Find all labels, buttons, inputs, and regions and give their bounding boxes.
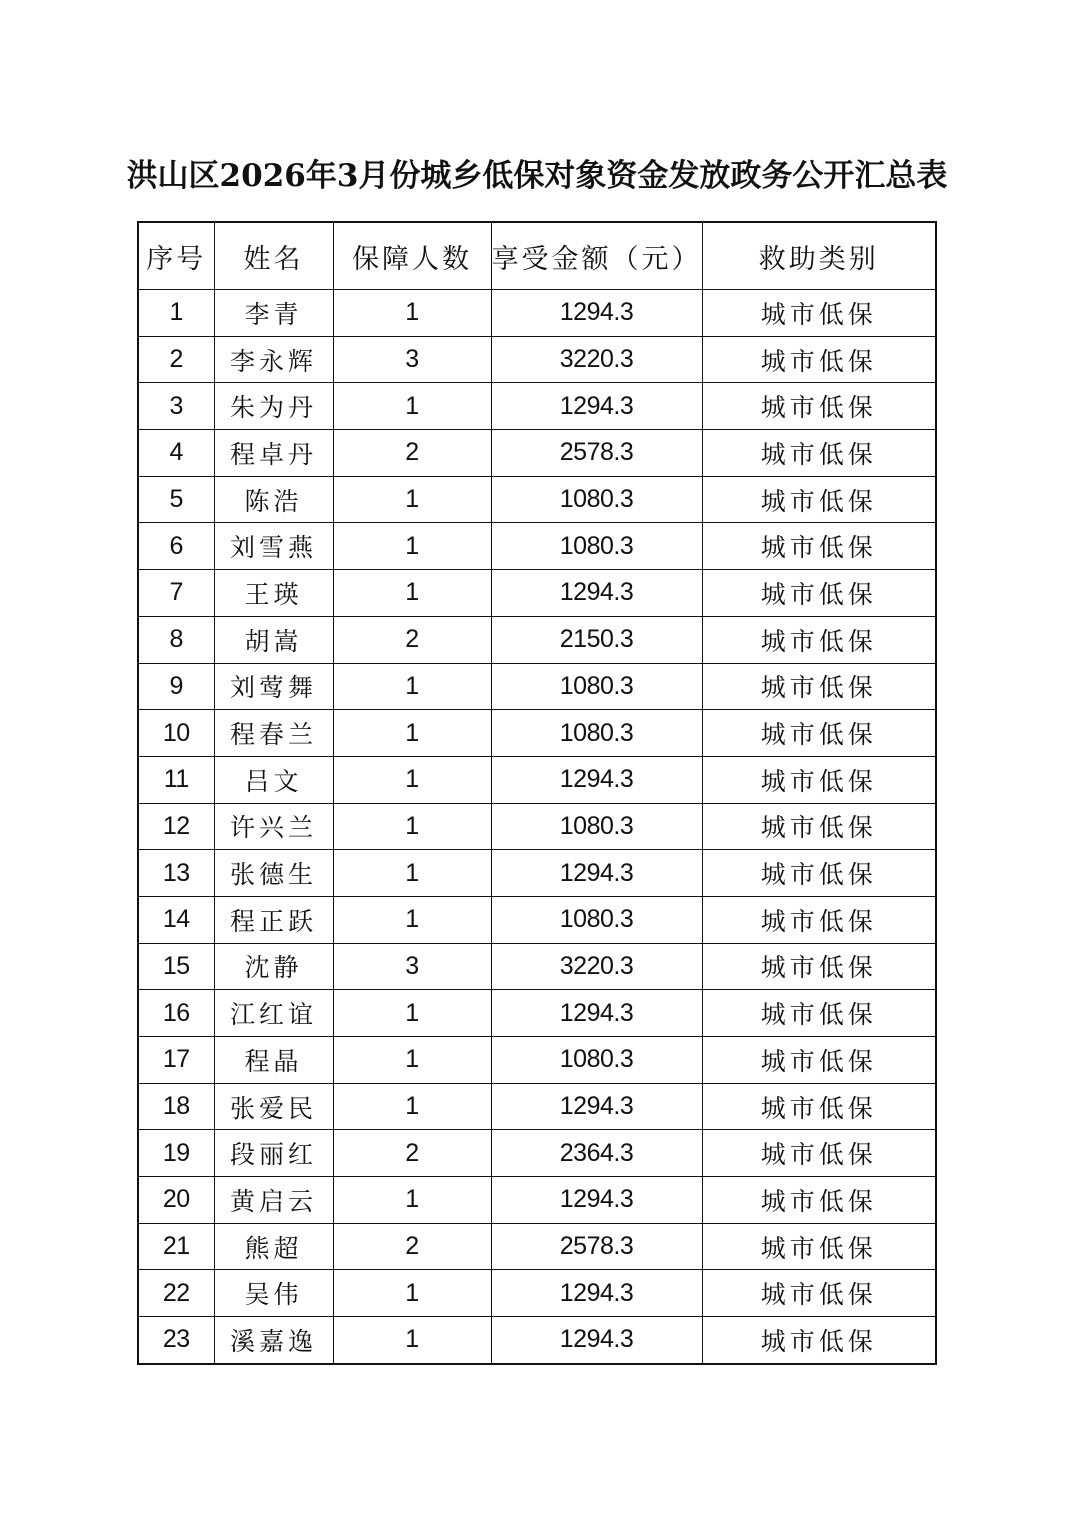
cell-category: 城市低保 xyxy=(702,1223,936,1270)
cell-name: 许兴兰 xyxy=(214,803,333,850)
cell-amount: 1294.3 xyxy=(491,990,702,1037)
cell-no: 3 xyxy=(138,383,214,430)
table-row xyxy=(138,803,936,850)
table-row xyxy=(138,430,936,477)
cell-name: 刘雪燕 xyxy=(214,523,333,570)
cell-count: 1 xyxy=(333,1270,491,1317)
table-row xyxy=(138,850,936,897)
cell-no: 7 xyxy=(138,570,214,617)
cell-no: 10 xyxy=(138,710,214,757)
cell-category: 城市低保 xyxy=(702,710,936,757)
cell-category: 城市低保 xyxy=(702,803,936,850)
cell-no: 20 xyxy=(138,1177,214,1224)
cell-no: 15 xyxy=(138,943,214,990)
cell-amount: 1294.3 xyxy=(491,1083,702,1130)
cell-no: 1 xyxy=(138,290,214,337)
cell-no: 5 xyxy=(138,476,214,523)
table-row xyxy=(138,523,936,570)
cell-category: 城市低保 xyxy=(702,850,936,897)
cell-amount: 3220.3 xyxy=(491,336,702,383)
cell-name: 吴伟 xyxy=(214,1270,333,1317)
cell-amount: 2150.3 xyxy=(491,616,702,663)
cell-no: 18 xyxy=(138,1083,214,1130)
table-row xyxy=(138,990,936,1037)
cell-no: 14 xyxy=(138,896,214,943)
cell-category: 城市低保 xyxy=(702,570,936,617)
cell-amount: 1080.3 xyxy=(491,710,702,757)
cell-name: 李青 xyxy=(214,290,333,337)
cell-count: 1 xyxy=(333,476,491,523)
cell-category: 城市低保 xyxy=(702,523,936,570)
cell-amount: 1080.3 xyxy=(491,803,702,850)
cell-amount: 1294.3 xyxy=(491,570,702,617)
cell-count: 1 xyxy=(333,803,491,850)
cell-category: 城市低保 xyxy=(702,756,936,803)
cell-name: 熊超 xyxy=(214,1223,333,1270)
cell-no: 9 xyxy=(138,663,214,710)
summary-table xyxy=(137,221,937,1365)
cell-amount: 1294.3 xyxy=(491,1177,702,1224)
cell-count: 3 xyxy=(333,943,491,990)
table-row xyxy=(138,570,936,617)
cell-amount: 1294.3 xyxy=(491,1270,702,1317)
cell-category: 城市低保 xyxy=(702,943,936,990)
cell-name: 陈浩 xyxy=(214,476,333,523)
cell-no: 12 xyxy=(138,803,214,850)
cell-name: 程卓丹 xyxy=(214,430,333,477)
cell-count: 1 xyxy=(333,1317,491,1364)
cell-no: 13 xyxy=(138,850,214,897)
cell-count: 1 xyxy=(333,570,491,617)
header-row xyxy=(138,222,936,290)
cell-no: 2 xyxy=(138,336,214,383)
cell-no: 6 xyxy=(138,523,214,570)
cell-count: 2 xyxy=(333,1223,491,1270)
cell-count: 2 xyxy=(333,430,491,477)
table-row xyxy=(138,476,936,523)
cell-count: 2 xyxy=(333,616,491,663)
cell-no: 16 xyxy=(138,990,214,1037)
table-row xyxy=(138,616,936,663)
cell-amount: 1080.3 xyxy=(491,663,702,710)
cell-amount: 1294.3 xyxy=(491,383,702,430)
cell-no: 11 xyxy=(138,756,214,803)
cell-count: 1 xyxy=(333,710,491,757)
cell-name: 程春兰 xyxy=(214,710,333,757)
cell-name: 李永辉 xyxy=(214,336,333,383)
cell-category: 城市低保 xyxy=(702,383,936,430)
header-category: 救助类别 xyxy=(702,222,936,290)
header-amount: 享受金额（元） xyxy=(491,222,702,290)
cell-category: 城市低保 xyxy=(702,1177,936,1224)
cell-count: 1 xyxy=(333,756,491,803)
table-row xyxy=(138,290,936,337)
cell-count: 1 xyxy=(333,1083,491,1130)
cell-count: 1 xyxy=(333,896,491,943)
cell-category: 城市低保 xyxy=(702,1083,936,1130)
table-row xyxy=(138,756,936,803)
cell-name: 朱为丹 xyxy=(214,383,333,430)
cell-count: 1 xyxy=(333,850,491,897)
cell-name: 胡嵩 xyxy=(214,616,333,663)
cell-count: 3 xyxy=(333,336,491,383)
cell-category: 城市低保 xyxy=(702,896,936,943)
cell-amount: 1080.3 xyxy=(491,896,702,943)
cell-amount: 1294.3 xyxy=(491,1317,702,1364)
header-name: 姓名 xyxy=(214,222,333,290)
cell-category: 城市低保 xyxy=(702,290,936,337)
cell-category: 城市低保 xyxy=(702,616,936,663)
table-row xyxy=(138,1083,936,1130)
cell-no: 4 xyxy=(138,430,214,477)
cell-name: 江红谊 xyxy=(214,990,333,1037)
cell-name: 程正跃 xyxy=(214,896,333,943)
cell-no: 22 xyxy=(138,1270,214,1317)
cell-amount: 1080.3 xyxy=(491,1037,702,1084)
table-body xyxy=(138,290,936,1364)
cell-name: 张德生 xyxy=(214,850,333,897)
cell-count: 1 xyxy=(333,990,491,1037)
cell-amount: 1080.3 xyxy=(491,523,702,570)
cell-amount: 1294.3 xyxy=(491,756,702,803)
cell-name: 溪嘉逸 xyxy=(214,1317,333,1364)
cell-no: 19 xyxy=(138,1130,214,1177)
table-row xyxy=(138,1130,936,1177)
cell-amount: 2364.3 xyxy=(491,1130,702,1177)
cell-category: 城市低保 xyxy=(702,1270,936,1317)
table-row xyxy=(138,1317,936,1364)
table-row xyxy=(138,1223,936,1270)
cell-name: 黄启云 xyxy=(214,1177,333,1224)
cell-category: 城市低保 xyxy=(702,1037,936,1084)
cell-name: 段丽红 xyxy=(214,1130,333,1177)
cell-category: 城市低保 xyxy=(702,476,936,523)
cell-category: 城市低保 xyxy=(702,336,936,383)
table-row xyxy=(138,896,936,943)
table-row xyxy=(138,1037,936,1084)
cell-amount: 1294.3 xyxy=(491,850,702,897)
table-row xyxy=(138,336,936,383)
cell-count: 1 xyxy=(333,1037,491,1084)
header-count: 保障人数 xyxy=(333,222,491,290)
cell-name: 张爱民 xyxy=(214,1083,333,1130)
cell-category: 城市低保 xyxy=(702,1130,936,1177)
cell-amount: 3220.3 xyxy=(491,943,702,990)
cell-amount: 2578.3 xyxy=(491,1223,702,1270)
table-row xyxy=(138,1177,936,1224)
cell-category: 城市低保 xyxy=(702,430,936,477)
cell-name: 王瑛 xyxy=(214,570,333,617)
cell-name: 刘莺舞 xyxy=(214,663,333,710)
table-header xyxy=(138,222,936,290)
table-row xyxy=(138,383,936,430)
cell-no: 17 xyxy=(138,1037,214,1084)
cell-amount: 1080.3 xyxy=(491,476,702,523)
cell-no: 8 xyxy=(138,616,214,663)
cell-category: 城市低保 xyxy=(702,663,936,710)
cell-amount: 2578.3 xyxy=(491,430,702,477)
cell-count: 2 xyxy=(333,1130,491,1177)
cell-count: 1 xyxy=(333,383,491,430)
cell-name: 吕文 xyxy=(214,756,333,803)
cell-count: 1 xyxy=(333,663,491,710)
page-title: 洪山区2026年3月份城乡低保对象资金发放政务公开汇总表 xyxy=(126,158,948,194)
cell-category: 城市低保 xyxy=(702,990,936,1037)
table-row xyxy=(138,1270,936,1317)
cell-count: 1 xyxy=(333,523,491,570)
cell-no: 23 xyxy=(138,1317,214,1364)
cell-count: 1 xyxy=(333,1177,491,1224)
cell-category: 城市低保 xyxy=(702,1317,936,1364)
table-row xyxy=(138,710,936,757)
cell-no: 21 xyxy=(138,1223,214,1270)
header-no: 序号 xyxy=(138,222,214,290)
table-row xyxy=(138,663,936,710)
cell-count: 1 xyxy=(333,290,491,337)
cell-name: 沈静 xyxy=(214,943,333,990)
table-row xyxy=(138,943,936,990)
cell-amount: 1294.3 xyxy=(491,290,702,337)
cell-name: 程晶 xyxy=(214,1037,333,1084)
